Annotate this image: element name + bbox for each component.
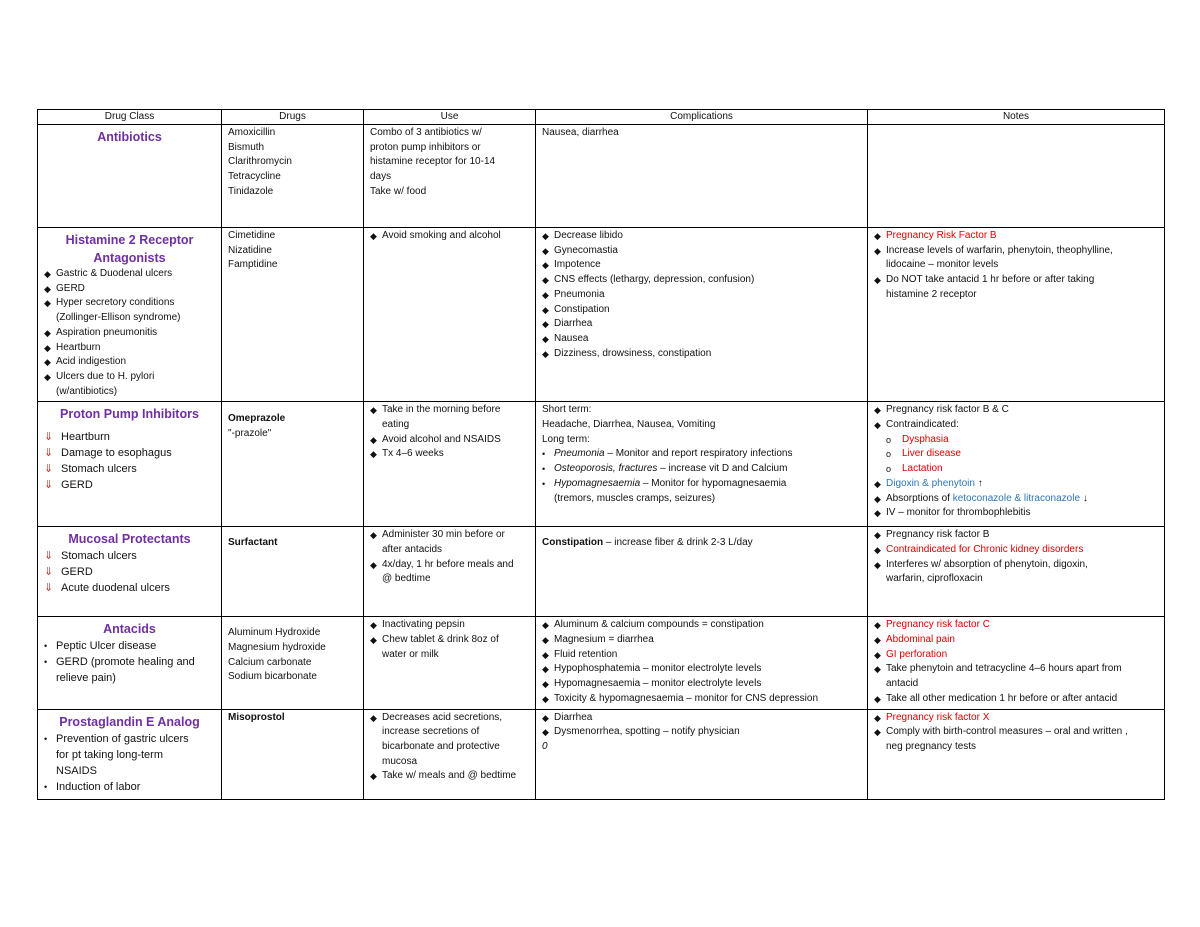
drug-name: Amoxicillin [228, 127, 276, 138]
drug-name: Calcium carbonate [228, 656, 312, 668]
drug-class-cell [38, 402, 222, 527]
header-use: Use [364, 110, 536, 125]
complications-cell [536, 709, 868, 799]
use-cell [364, 709, 536, 799]
bullet-icon: ◆ [874, 620, 881, 631]
arrow-bullet-icon: ⇓ [44, 463, 54, 476]
bullet-icon: ◆ [874, 664, 881, 675]
bullet-icon: ◆ [542, 727, 549, 738]
drug-class-cell [38, 125, 222, 228]
drug-class-cell [38, 228, 222, 402]
complications-cell [536, 617, 868, 709]
use-cell [364, 617, 536, 709]
circle-bullet-icon: o [886, 434, 892, 445]
list-item-continuation: relieve pain) [56, 672, 116, 685]
complications-cell [536, 402, 868, 527]
list-item: • Pneumonia – Monitor and report respiratory infections [542, 447, 861, 462]
list-item: ◆ Pregnancy Risk Factor B [874, 229, 1158, 244]
table-row [38, 228, 1165, 402]
drug-name: Magnesium hydroxide [228, 642, 326, 654]
drug-name: Nizatidine [228, 244, 272, 256]
bullet-icon: ◆ [542, 260, 549, 271]
drug-name: Bismuth [228, 141, 265, 153]
list-item: ◆ Aspiration pneumonitis [44, 326, 215, 341]
bullet-icon: ◆ [874, 649, 881, 660]
bullet-icon: ◆ [44, 298, 51, 309]
table-row [38, 402, 1165, 527]
complication-text: Constipation – increase fiber & drink 2-3 L/day [542, 537, 753, 549]
list-item: ◆ Take all other medication 1 hr before or after antacid [874, 692, 1158, 707]
drug-name: Clarithromycin [228, 156, 292, 168]
bullet-icon: • [542, 464, 546, 475]
list-item: ◆ Toxicity & hypomagnesaemia – monitor for CNS depression [542, 692, 861, 707]
bullet-icon: ◆ [44, 357, 51, 368]
list-item: ◆ Hypophosphatemia – monitor electrolyte levels [542, 662, 861, 677]
circle-bullet-icon: o [886, 449, 892, 460]
list-item: ⇓ Stomach ulcers [44, 550, 137, 563]
circle-bullet-icon: o [886, 464, 892, 475]
list-item: ◆ Gynecomastia [542, 244, 861, 259]
indication-list [44, 429, 215, 493]
list-item: ◆ Tx 4–6 weeks [370, 447, 529, 462]
list-item: ⇓ Stomach ulcers [44, 463, 137, 476]
list-item-continuation: lidocaine – monitor levels [886, 259, 999, 271]
list-item-continuation: mucosa [382, 755, 418, 767]
list-item: ◆ Decrease libido [542, 229, 861, 244]
arrow-bullet-icon: ⇓ [44, 447, 54, 460]
drugs-cell [222, 125, 364, 228]
drug-name: Omeprazole [228, 413, 286, 425]
bullet-icon: ◆ [370, 559, 377, 570]
bullet-icon: ◆ [542, 245, 549, 256]
bullet-icon: ◆ [370, 405, 377, 416]
drug-name: Tetracycline [228, 171, 281, 183]
bullet-icon: ◆ [874, 693, 881, 704]
bullet-icon: ◆ [370, 530, 377, 541]
bullet-icon: ◆ [542, 679, 549, 690]
bullet-icon: ◆ [874, 712, 881, 723]
bullet-icon: ◆ [874, 508, 881, 519]
bullet-icon: ◆ [874, 231, 881, 241]
bullet-icon: ◆ [874, 545, 881, 556]
notes-cell [868, 709, 1165, 799]
bullet-icon: • [44, 733, 48, 744]
header-row [38, 110, 1165, 125]
list-item: ◆ Pregnancy risk factor X [874, 711, 1158, 726]
list-item-continuation: neg pregnancy tests [886, 740, 977, 752]
bullet-icon: • [542, 449, 546, 460]
long-term-label: Long term: [542, 433, 590, 445]
indication-list [44, 731, 215, 795]
complications-cell [536, 125, 868, 228]
bullet-icon: ◆ [542, 693, 549, 704]
header-notes: Notes [868, 110, 1165, 125]
list-item: ◆ 4x/day, 1 hr before meals and [370, 558, 529, 573]
list-item: ◆ Abdominal pain [874, 633, 1158, 648]
bullet-icon: ◆ [874, 405, 881, 416]
notes-cell [868, 402, 1165, 527]
complication-text: 0 [542, 740, 548, 752]
list-item: o Dysphasia [874, 433, 1158, 448]
list-item: ◆ Take w/ meals and @ bedtime [370, 769, 529, 784]
list-item-continuation: (w/antibiotics) [56, 385, 118, 397]
bullet-icon: ◆ [542, 275, 549, 286]
list-item: ◆ Nausea [542, 332, 861, 347]
list-item: ◆ Pregnancy risk factor B [874, 528, 1158, 543]
drug-class-title: Prostaglandin E Analog [59, 714, 200, 729]
list-item: ◆ Take phenytoin and tetracycline 4–6 hours apart from [874, 662, 1158, 677]
list-item: ⇓ Heartburn [44, 431, 110, 444]
list-item: ◆ GERD [44, 282, 215, 297]
use-cell [364, 527, 536, 617]
list-item: ◆ Constipation [542, 303, 861, 318]
use-cell [364, 228, 536, 402]
list-item: ◆ Ulcers due to H. pylori [44, 370, 215, 385]
drug-class-table [37, 109, 1165, 800]
list-item: ◆ Impotence [542, 258, 861, 273]
arrow-bullet-icon: ⇓ [44, 431, 54, 444]
drugs-cell [222, 527, 364, 617]
list-item: ◆ GI perforation [874, 648, 1158, 663]
notes-cell [868, 125, 1165, 228]
list-item: ◆ Pregnancy risk factor C [874, 618, 1158, 633]
bullet-icon: • [44, 781, 48, 792]
list-item-continuation: @ bedtime [382, 573, 431, 585]
list-item: o Lactation [874, 462, 1158, 477]
drugs-cell [222, 402, 364, 527]
drug-name: Tinidazole [228, 185, 274, 197]
complications-cell [536, 527, 868, 617]
complication-text: Nausea, diarrhea [542, 127, 619, 138]
bullet-icon: ◆ [370, 635, 377, 646]
list-item: ◆ Digoxin & phenytoin ↑ [874, 477, 1158, 492]
list-item: • GERD (promote healing and [44, 656, 195, 669]
list-item: ◆ Diarrhea [542, 317, 861, 332]
drug-class-title: Proton Pump Inhibitors [60, 407, 199, 422]
list-item: • Prevention of gastric ulcers [44, 732, 189, 745]
table-row [38, 709, 1165, 799]
use-text: Take w/ food [370, 185, 427, 197]
indication-list [44, 638, 215, 686]
list-item-continuation: increase secretions of [382, 726, 480, 738]
list-item: ◆ Aluminum & calcium compounds = constipation [542, 618, 861, 633]
list-item: ◆ Dysmenorrhea, spotting – notify physician [542, 725, 861, 740]
list-item: ◆ Pregnancy risk factor B & C [874, 403, 1158, 418]
list-item: • Osteoporosis, fractures – increase vit D and Calcium [542, 462, 861, 477]
list-item: ◆ Contraindicated for Chronic kidney disorders [874, 543, 1158, 558]
list-item: • Induction of labor [44, 780, 141, 793]
bullet-icon: • [542, 478, 546, 489]
bullet-icon: ◆ [874, 245, 881, 256]
arrow-bullet-icon: ⇓ [44, 479, 54, 492]
header-complications: Complications [536, 110, 868, 125]
bullet-icon: ◆ [874, 493, 881, 504]
list-item: ◆ Interferes w/ absorption of phenytoin, digoxin, [874, 558, 1158, 573]
list-item-continuation: NSAIDS [56, 764, 97, 777]
down-arrow-icon: ↓ [1082, 492, 1088, 504]
bullet-icon: ◆ [542, 712, 549, 723]
list-item: ◆ Hypomagnesaemia – monitor electrolyte levels [542, 677, 861, 692]
list-item: ◆ Decreases acid secretions, [370, 711, 529, 726]
list-item: ◆ CNS effects (lethargy, depression, confusion) [542, 273, 861, 288]
bullet-icon: ◆ [542, 620, 549, 631]
list-item: ◆ Comply with birth-control measures – oral and written , [874, 725, 1158, 740]
bullet-icon: ◆ [370, 434, 377, 445]
bullet-icon: ◆ [542, 333, 549, 344]
drug-name: Cimetidine [228, 230, 276, 241]
list-item: ◆ Contraindicated: [874, 418, 1158, 433]
use-text: proton pump inhibitors or [370, 141, 481, 153]
list-item-continuation: (Zollinger-Ellison syndrome) [56, 312, 181, 324]
drug-class-cell [38, 709, 222, 799]
list-item: ◆ Diarrhea [542, 711, 861, 726]
arrow-bullet-icon: ⇓ [44, 550, 54, 563]
list-item: ◆ Hyper secretory conditions [44, 296, 215, 311]
list-item: ⇓ Acute duodenal ulcers [44, 582, 170, 595]
list-item: ◆ Dizziness, drowsiness, constipation [542, 347, 861, 362]
arrow-bullet-icon: ⇓ [44, 582, 54, 595]
indication-list [44, 548, 215, 596]
bullet-icon: ◆ [542, 348, 549, 359]
drug-class-title: Antacids [103, 622, 156, 637]
drug-name: Surfactant [228, 537, 278, 549]
bullet-icon: • [44, 641, 48, 652]
bullet-icon: ◆ [542, 664, 549, 675]
list-item-continuation: after antacids [382, 544, 443, 556]
bullet-icon: ◆ [370, 620, 377, 631]
table-row [38, 617, 1165, 709]
bullet-icon: ◆ [44, 327, 51, 338]
short-term-text: Headache, Diarrhea, Nausea, Vomiting [542, 419, 716, 431]
bullet-icon: ◆ [542, 304, 549, 315]
complications-cell [536, 228, 868, 402]
bullet-icon: ◆ [542, 289, 549, 300]
bullet-icon: • [44, 657, 48, 668]
arrow-bullet-icon: ⇓ [44, 566, 54, 579]
list-item: ◆ Inactivating pepsin [370, 618, 529, 633]
bullet-icon: ◆ [874, 635, 881, 646]
list-item: ◆ Gastric & Duodenal ulcers [44, 267, 215, 282]
short-term-label: Short term: [542, 404, 592, 416]
bullet-icon: ◆ [542, 319, 549, 330]
drugs-cell [222, 709, 364, 799]
drug-class-cell [38, 617, 222, 709]
list-item-continuation: antacid [886, 678, 919, 690]
drug-class-title: Mucosal Protectants [68, 532, 191, 547]
drugs-cell [222, 228, 364, 402]
up-arrow-icon: ↑ [977, 477, 983, 489]
bullet-icon: ◆ [874, 275, 881, 286]
header-drugs: Drugs [222, 110, 364, 125]
list-item: ⇓ GERD [44, 566, 93, 579]
header-drug-class: Drug Class [38, 110, 222, 125]
drug-name: Famptidine [228, 259, 278, 271]
use-cell [364, 402, 536, 527]
list-item-continuation: (tremors, muscles cramps, seizures) [554, 492, 716, 504]
table-row [38, 527, 1165, 617]
drug-class-title: Antibiotics [97, 130, 162, 144]
bullet-icon: ◆ [370, 449, 377, 460]
drug-name: Misoprostol [228, 711, 285, 723]
table-row [38, 125, 1165, 228]
list-item: • Peptic Ulcer disease [44, 640, 157, 653]
bullet-icon: ◆ [44, 269, 51, 279]
drug-name: "-prazole" [228, 428, 272, 440]
use-text: histamine receptor for 10-14 [370, 156, 496, 168]
list-item-continuation: histamine 2 receptor [886, 288, 977, 300]
bullet-icon: ◆ [542, 635, 549, 646]
bullet-icon: ◆ [44, 371, 51, 382]
drug-name: Aluminum Hydroxide [228, 627, 321, 639]
list-item-continuation: eating [382, 419, 410, 431]
list-item-continuation: bicarbonate and protective [382, 740, 500, 752]
list-item-continuation: warfarin, ciprofloxacin [886, 573, 983, 585]
bullet-icon: ◆ [370, 231, 377, 241]
list-item-continuation: for pt taking long-term [56, 748, 163, 761]
bullet-icon: ◆ [874, 530, 881, 541]
notes-cell [868, 617, 1165, 709]
list-item: ◆ Administer 30 min before or [370, 528, 529, 543]
use-text: days [370, 171, 392, 183]
list-item: o Liver disease [874, 447, 1158, 462]
list-item: ◆ Increase levels of warfarin, phenytoin, theophylline, [874, 244, 1158, 259]
indication-list [44, 267, 215, 399]
list-item-continuation: water or milk [382, 648, 439, 660]
notes-cell [868, 527, 1165, 617]
use-text: Combo of 3 antibiotics w/ [370, 127, 482, 138]
notes-cell [868, 228, 1165, 402]
list-item: ◆ Absorptions of ketoconazole & litraconazole ↓ [874, 492, 1158, 507]
list-item: ◆ Acid indigestion [44, 355, 215, 370]
drug-class-title: Histamine 2 Receptor Antagonists [65, 233, 194, 265]
use-cell [364, 125, 536, 228]
bullet-icon: ◆ [44, 283, 51, 294]
bullet-icon: ◆ [874, 727, 881, 738]
bullet-icon: ◆ [874, 559, 881, 570]
bullet-icon: ◆ [370, 771, 377, 782]
bullet-icon: ◆ [44, 342, 51, 353]
bullet-icon: ◆ [542, 231, 549, 241]
list-item: ◆ IV – monitor for thrombophlebitis [874, 506, 1158, 521]
list-item: • Hypomagnesaemia – Monitor for hypomagnesaemia [542, 477, 861, 492]
list-item: ◆ Take in the morning before [370, 403, 529, 418]
drug-name: Sodium bicarbonate [228, 671, 317, 683]
list-item: ◆ Magnesium = diarrhea [542, 633, 861, 648]
list-item: ◆ Chew tablet & drink 8oz of [370, 633, 529, 648]
list-item: ◆ Avoid smoking and alcohol [370, 229, 529, 244]
bullet-icon: ◆ [874, 478, 881, 489]
list-item: ⇓ GERD [44, 479, 93, 492]
bullet-icon: ◆ [370, 712, 377, 723]
list-item: ◆ Heartburn [44, 341, 215, 356]
bullet-icon: ◆ [874, 420, 881, 431]
list-item: ◆ Avoid alcohol and NSAIDS [370, 433, 529, 448]
drug-class-cell [38, 527, 222, 617]
bullet-icon: ◆ [542, 649, 549, 660]
drugs-cell [222, 617, 364, 709]
list-item: ◆ Do NOT take antacid 1 hr before or after taking [874, 273, 1158, 288]
list-item: ◆ Pneumonia [542, 288, 861, 303]
list-item: ⇓ Damage to esophagus [44, 447, 172, 460]
list-item: ◆ Fluid retention [542, 648, 861, 663]
